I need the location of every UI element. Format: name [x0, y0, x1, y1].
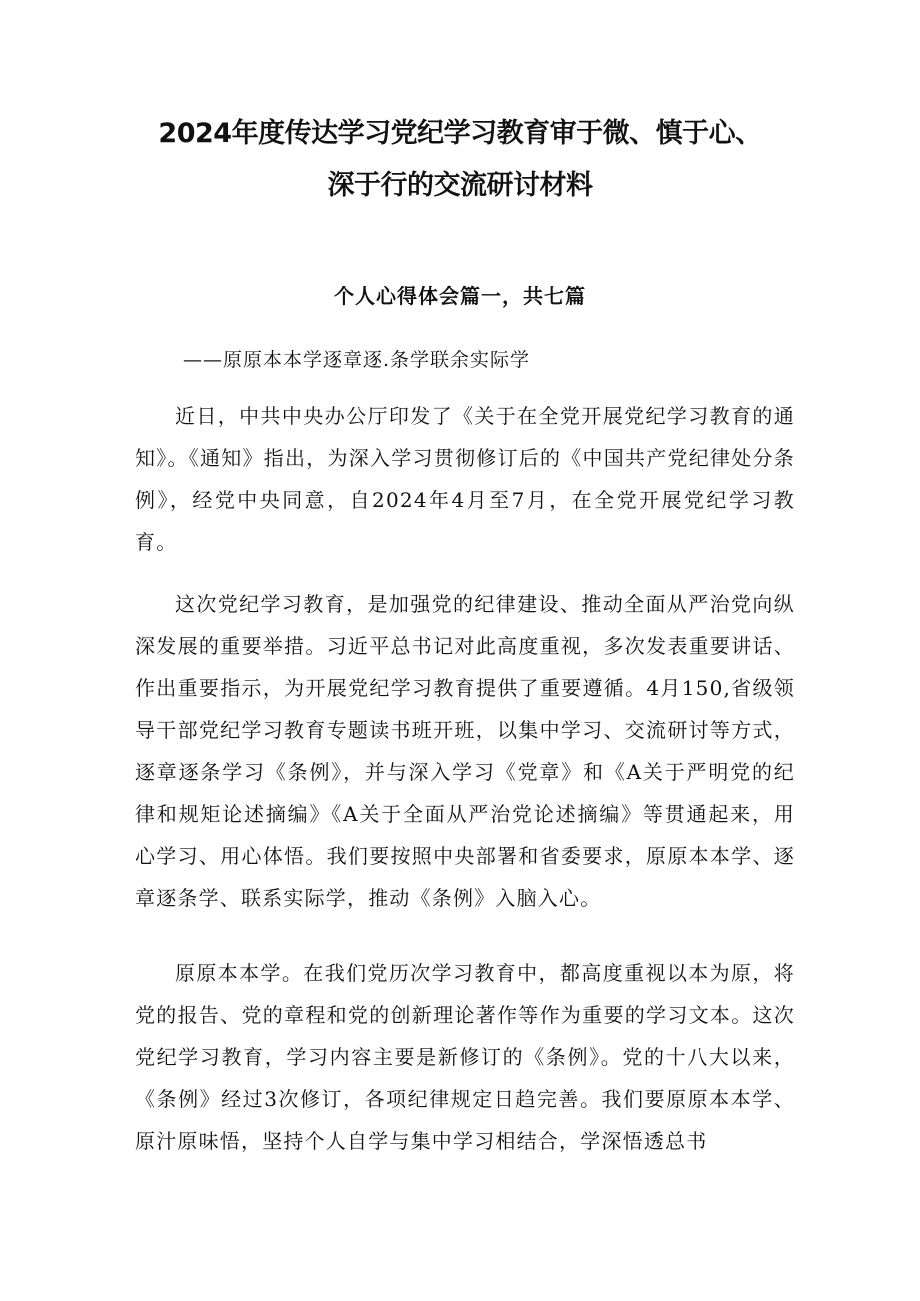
document-title-line-1: 2024年度传达学习党纪学习教育审于微、慎于心、: [158, 118, 762, 149]
document-title-line-2: 深于行的交流研讨材料: [327, 170, 593, 201]
body-paragraph-2: 这次党纪学习教育，是加强党的纪律建设、推动全面从严治党向纵深发展的重要举措。习近平总书记对此高度重视，多次发表重要讲话、作出重要指示，为开展党纪学习教育提供了重要遵循。4月150,省级领导干部党纪学习教育专题读书班开班，以集中学习、交流研讨等方式，逐章逐条学习《条例》，并与深入学习《党章》和《A关于严明党的纪律和规矩论述摘编》《A关于全面从严治党论述摘编》等贯通起来，用心学习、用心体悟。我们要按照中央部署和省委要求，原原本本学、逐章逐条学、联系实际学，推动《条例》入脑入心。: [135, 592, 795, 910]
body-paragraph-3: 原原本本学。在我们党历次学习教育中，都高度重视以本为原，将党的报告、党的章程和党的创新理论著作等作为重要的学习文本。这次党纪学习教育，学习内容主要是新修订的《条例》。党的十八大以来，《条例》经过3次修订，各项纪律规定日趋完善。我们要原原本本学、原汁原味悟，坚持个人自学与集中学习相结合，学深悟透总书: [135, 961, 795, 1153]
section-subtitle: 个人心得体会篇一，共七篇: [334, 284, 586, 308]
section-tagline: ——原原本本学逐章逐.条学联余实际学: [183, 349, 531, 371]
body-paragraph-1: 近日，中共中央办公厅印发了《关于在全党开展党纪学习教育的通知》。《通知》指出，为深入学习贯彻修订后的《中国共产党纪律处分条例》，经党中央同意，自2024年4月至7月，在全党开展党纪学习教育。: [135, 404, 795, 554]
